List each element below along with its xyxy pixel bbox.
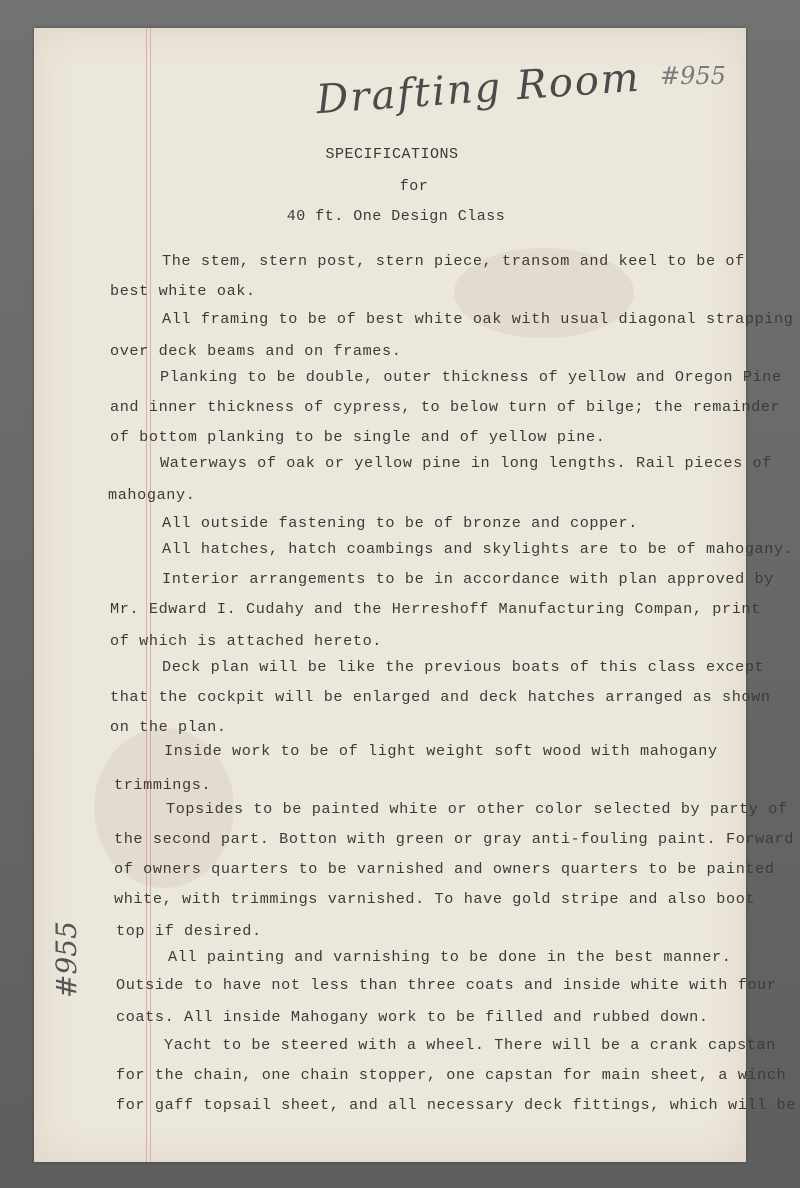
text-line: that the cockpit will be enlarged and deck hatches arranged as shown xyxy=(110,688,771,706)
text-line: and inner thickness of cypress, to below turn of bilge; the remainder xyxy=(110,398,781,416)
text-line: on the plan. xyxy=(110,718,227,736)
text-line: the second part. Botton with green or gray anti-fouling paint. Forward xyxy=(114,830,794,848)
text-line: Mr. Edward I. Cudahy and the Herreshoff Manufacturing Compan, print xyxy=(110,600,761,618)
text-line: for the chain, one chain stopper, one capstan for main sheet, a winch xyxy=(116,1066,787,1084)
text-line: Yacht to be steered with a wheel. There will be a crank capstan xyxy=(164,1036,776,1054)
text-line: Outside to have not less than three coats and inside white with four xyxy=(116,976,777,994)
text-line: Interior arrangements to be in accordance with plan approved by xyxy=(162,570,774,588)
text-line: coats. All inside Mahogany work to be filled and rubbed down. xyxy=(116,1008,709,1026)
text-line: Deck plan will be like the previous boats of this class except xyxy=(162,658,765,676)
text-line: All outside fastening to be of bronze and copper. xyxy=(162,514,638,532)
text-line: for gaff topsail sheet, and all necessary deck fittings, which will be xyxy=(116,1096,796,1114)
text-line: Topsides to be painted white or other color selected by party of xyxy=(166,800,788,818)
handwritten-side-number: #955 xyxy=(50,921,83,998)
text-line: Waterways of oak or yellow pine in long lengths. Rail pieces of xyxy=(160,454,772,472)
text-line: All hatches, hatch coambings and skylights are to be of mahogany. xyxy=(162,540,794,558)
handwritten-number: #955 xyxy=(660,62,726,90)
text-line: of bottom planking to be single and of yellow pine. xyxy=(110,428,606,446)
text-line: of which is attached hereto. xyxy=(110,632,382,650)
text-line: All framing to be of best white oak with usual diagonal strapping xyxy=(162,310,794,328)
text-line: trimmings. xyxy=(114,776,212,794)
document-page xyxy=(34,28,796,1162)
handwritten-title: Drafting Room xyxy=(314,54,643,124)
spec-heading: SPECIFICATIONS xyxy=(325,146,459,163)
spec-heading-class: 40 ft. One Design Class xyxy=(286,208,506,225)
spec-heading-for: for xyxy=(399,178,429,195)
text-line: over deck beams and on frames. xyxy=(110,342,402,360)
text-line: Inside work to be of light weight soft wood with mahogany xyxy=(164,742,718,760)
text-line: of owners quarters to be varnished and owners quarters to be painted xyxy=(114,860,775,878)
text-line: Planking to be double, outer thickness of yellow and Oregon Pine xyxy=(160,368,782,386)
text-line: white, with trimmings varnished. To have gold stripe and also boot xyxy=(114,890,756,908)
text-line: mahogany. xyxy=(108,486,196,504)
text-line: top if desired. xyxy=(116,922,262,940)
text-line: The stem, stern post, stern piece, transom and keel to be of xyxy=(162,252,745,270)
text-line: All painting and varnishing to be done in the best manner. xyxy=(168,948,732,966)
text-line: best white oak. xyxy=(110,282,256,300)
